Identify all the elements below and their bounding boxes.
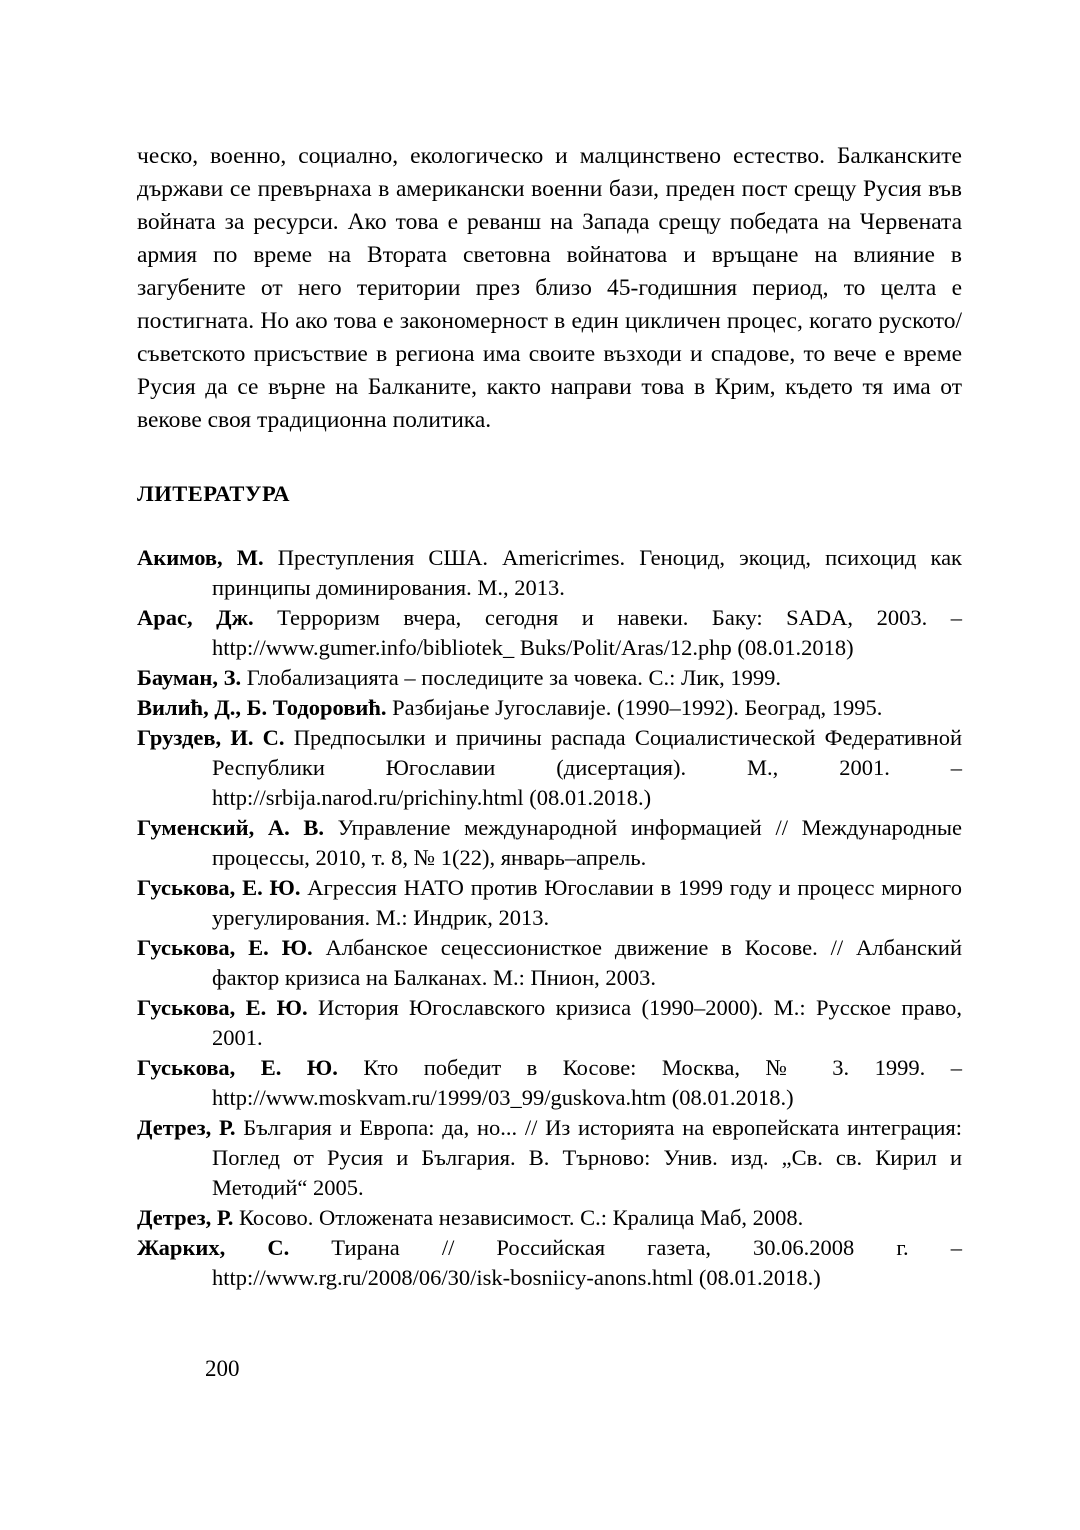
reference-text: Албанское сецессионисткое движение в Косове. // Албанский фактор кризиса на Балканах. М.: Пнион, 2003. (212, 935, 962, 990)
reference-entry (137, 1053, 962, 1113)
reference-author: Акимов, М. (137, 545, 264, 570)
reference-entry (137, 933, 962, 993)
reference-text: Разбијање Југославије. (1990–1992). Београд, 1995. (386, 695, 883, 720)
reference-entry (137, 693, 962, 723)
reference-author: Груздев, И. С. (137, 725, 285, 750)
page-content (137, 140, 962, 1293)
reference-entry (137, 813, 962, 873)
reference-text: Кто победит в Косове: Москва, № 3. 1999. – http://www.moskvam.ru/1999/03_99/guskova.htm (08.01.2018.) (212, 1055, 962, 1110)
reference-text: Косово. Отложената независимост. С.: Кралица Маб, 2008. (233, 1205, 804, 1230)
body-paragraph: ческо, военно, социално, екологическо и малцинствено естество. Балканските държави се превърнаха в американски военни бази, преден пост срещу Русия във войната за ресурси. Ако това е реванш на Запада срещу победата на Червената армия по време на Втората световна войнатова и връщане на влияние в загубените от него територии през близо 45-годишния период, то целта е постигната. Но ако това е закономерност в един цикличен процес, когато руското/съветското присъствие в региона има своите възходи и спадове, то вече е време Русия да се върне на Балканите, както направи това в Крим, където тя има от векове своя традиционна политика. (137, 143, 962, 433)
reference-list (137, 543, 962, 1293)
reference-author: Гуськова, Е. Ю. (137, 935, 313, 960)
reference-author: Жарких, С. (137, 1235, 290, 1260)
reference-author: Гуськова, Е. Ю. (137, 1055, 338, 1080)
reference-author: Бауман, З. (137, 665, 242, 690)
reference-text: Управление международной информацией // Международные процессы, 2010, т. 8, № 1(22), январь–апрель. (212, 815, 962, 870)
section-heading: ЛИТЕРАТУРА (137, 481, 291, 506)
page-number: 200 (205, 1356, 240, 1381)
reference-author: Гуськова, Е. Ю. (137, 875, 301, 900)
reference-text: Предпосылки и причины распада Социалистической Федеративной Республики Югославии (дисертация). М., 2001. – http://srbija.narod.ru/prichiny.html (08.01.2018.) (212, 725, 962, 810)
reference-entry (137, 603, 962, 663)
reference-text: Тирана // Российская газета, 30.06.2008 г. – http://www.rg.ru/2008/06/30/isk-bosniicy-anons.html (08.01.2018.) (212, 1235, 962, 1290)
reference-entry (137, 1113, 962, 1203)
reference-text: Агрессия НАТО против Югославии в 1999 году и процесс мирного урегулирования. М.: Индрик, 2013. (212, 875, 962, 930)
reference-entry (137, 663, 962, 693)
reference-entry (137, 1203, 962, 1233)
reference-text: България и Европа: да, но... // Из историята на европейската интеграция: Поглед от Русия и България. В. Търново: Унив. изд. „Св. св. Кирил и Методий“ 2005. (212, 1115, 962, 1200)
reference-entry (137, 1233, 962, 1293)
reference-author: Арас, Дж. (137, 605, 254, 630)
reference-text: Терроризм вчера, сегодня и навеки. Баку: SADA, 2003. – http://www.gumer.info/bibliotek_ Buks/Polit/Aras/12.php (08.01.2018) (212, 605, 962, 660)
reference-author: Детрез, Р. (137, 1115, 236, 1140)
reference-author: Гуськова, Е. Ю. (137, 995, 308, 1020)
reference-text: История Югославского кризиса (1990–2000). М.: Русское право, 2001. (212, 995, 962, 1050)
reference-entry (137, 543, 962, 603)
reference-entry (137, 873, 962, 933)
reference-author: Детрез, Р. (137, 1205, 234, 1230)
reference-author: Вилић, Д., Б. Тодоровић. (137, 695, 387, 720)
reference-text: Глобализацията – последиците за човека. С.: Лик, 1999. (241, 665, 782, 690)
reference-text: Преступления США. Americrimes. Геноцид, экоцид, психоцид как принципы доминирования. М., 2013. (212, 545, 962, 600)
reference-entry (137, 993, 962, 1053)
reference-author: Гуменский, А. В. (137, 815, 324, 840)
reference-entry (137, 723, 962, 813)
